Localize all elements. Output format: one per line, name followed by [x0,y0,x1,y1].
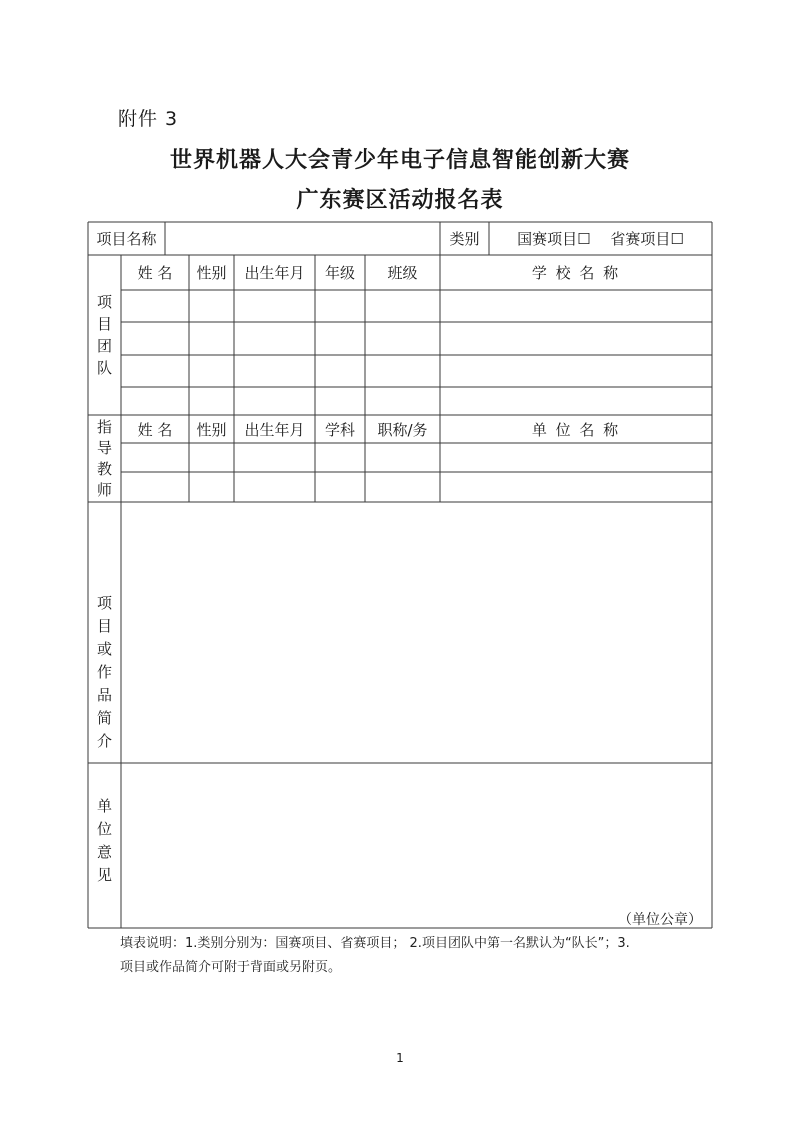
opinion-field[interactable] [121,763,712,928]
intro-section-label: 项 目 或 作 品 简 介 [96,594,112,750]
intro-field[interactable] [121,502,712,763]
teacher-header-unit: 单 位 名 称 [531,420,621,439]
form-notes: 填表说明：1.类别分别为：国赛项目、省赛项目； 2.项目团队中第一名默认为“队长”；3.项目或作品简介可附于背面或另附页。 [120,936,630,975]
project-name-label: 项目名称 [96,230,157,248]
page-number: 1 [396,1051,404,1065]
attachment-label: 附件 3 [118,108,179,130]
teacher-header-subject: 学科 [324,420,355,439]
category-label: 类别 [449,230,480,248]
form-subtitle: 广东赛区活动报名表 [296,187,504,213]
team-header-gender: 性别 [196,264,227,282]
teacher-header-birth: 出生年月 [244,420,305,439]
team-header-class: 班级 [387,264,418,282]
team-header-birth: 出生年月 [244,264,305,282]
form-title: 世界机器人大会青少年电子信息智能创新大赛 [169,147,630,173]
team-header-name: 姓 名 [137,264,173,282]
team-header-grade: 年级 [324,264,355,282]
teacher-header-gender: 性别 [196,420,227,439]
teacher-header-name: 姓 名 [137,420,173,439]
category-checkboxes[interactable]: 国赛项目☐ 省赛项目☐ [517,230,684,248]
team-section-label: 项 目 团 队 [96,293,112,377]
teacher-header-title: 职称/务 [377,420,428,439]
opinion-section-label: 单 位 意 见 [96,797,112,884]
teacher-section-label: 指 导 教 师 [96,417,112,499]
team-header-school: 学 校 名 称 [531,264,621,282]
unit-seal-text: （单位公章） [618,912,702,928]
project-name-field[interactable] [165,222,440,255]
